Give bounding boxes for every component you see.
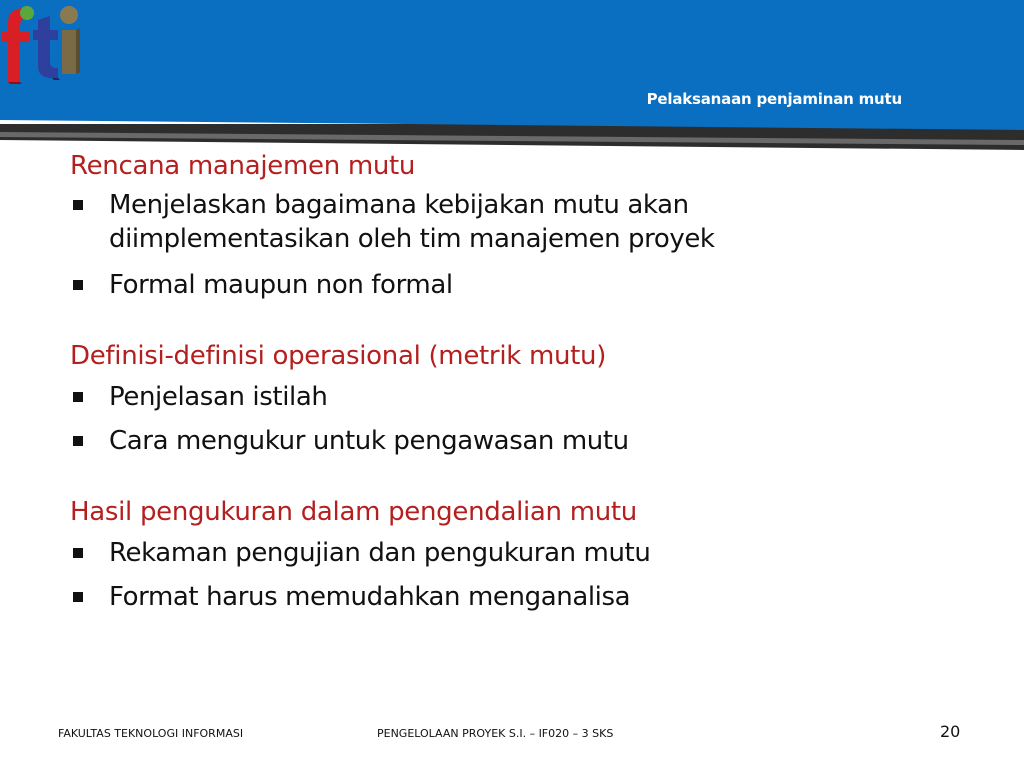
square-bullet-icon	[73, 548, 83, 558]
square-bullet-icon	[73, 436, 83, 446]
section-operational-definitions	[70, 338, 970, 458]
square-bullet-icon	[73, 392, 83, 402]
section-heading: Rencana manajemen mutu	[70, 151, 416, 181]
slide-content	[70, 148, 970, 614]
list-item-text: Menjelaskan bagaimana kebijakan mutu akan diimplementasikan oleh tim manajemen proyek	[109, 190, 715, 254]
list-item-text: Format harus memudahkan menganalisa	[109, 582, 631, 612]
bullet-list	[70, 380, 970, 458]
section-measurement-results	[70, 494, 970, 614]
list-item-text: Cara mengukur untuk pengawasan mutu	[109, 426, 629, 456]
footer-course: PENGELOLAAN PROYEK S.I. – IF020 – 3 SKS	[377, 727, 614, 740]
page-number: 20	[940, 722, 961, 741]
header-band	[0, 0, 1024, 160]
footer-faculty: FAKULTAS TEKNOLOGI INFORMASI	[58, 727, 244, 740]
fti-logo-icon	[0, 0, 84, 84]
page-title: Pelaksanaan penjaminan mutu	[646, 90, 902, 108]
list-item-text: Penjelasan istilah	[109, 382, 328, 412]
list-item	[70, 188, 829, 256]
list-item	[70, 268, 970, 302]
list-item	[70, 580, 970, 614]
square-bullet-icon	[73, 280, 83, 290]
bullet-list	[70, 536, 970, 614]
list-item	[70, 536, 970, 570]
header-background	[0, 0, 1024, 160]
square-bullet-icon	[73, 592, 83, 602]
section-quality-plan	[70, 148, 970, 302]
list-item-text: Formal maupun non formal	[109, 270, 453, 300]
list-item	[70, 424, 970, 458]
section-heading: Hasil pengukuran dalam pengendalian mutu	[70, 497, 637, 527]
list-item-text: Rekaman pengujian dan pengukuran mutu	[109, 538, 651, 568]
square-bullet-icon	[73, 200, 83, 210]
bullet-list	[70, 188, 970, 302]
list-item	[70, 380, 970, 414]
section-heading: Definisi-definisi operasional (metrik mutu)	[70, 341, 607, 371]
